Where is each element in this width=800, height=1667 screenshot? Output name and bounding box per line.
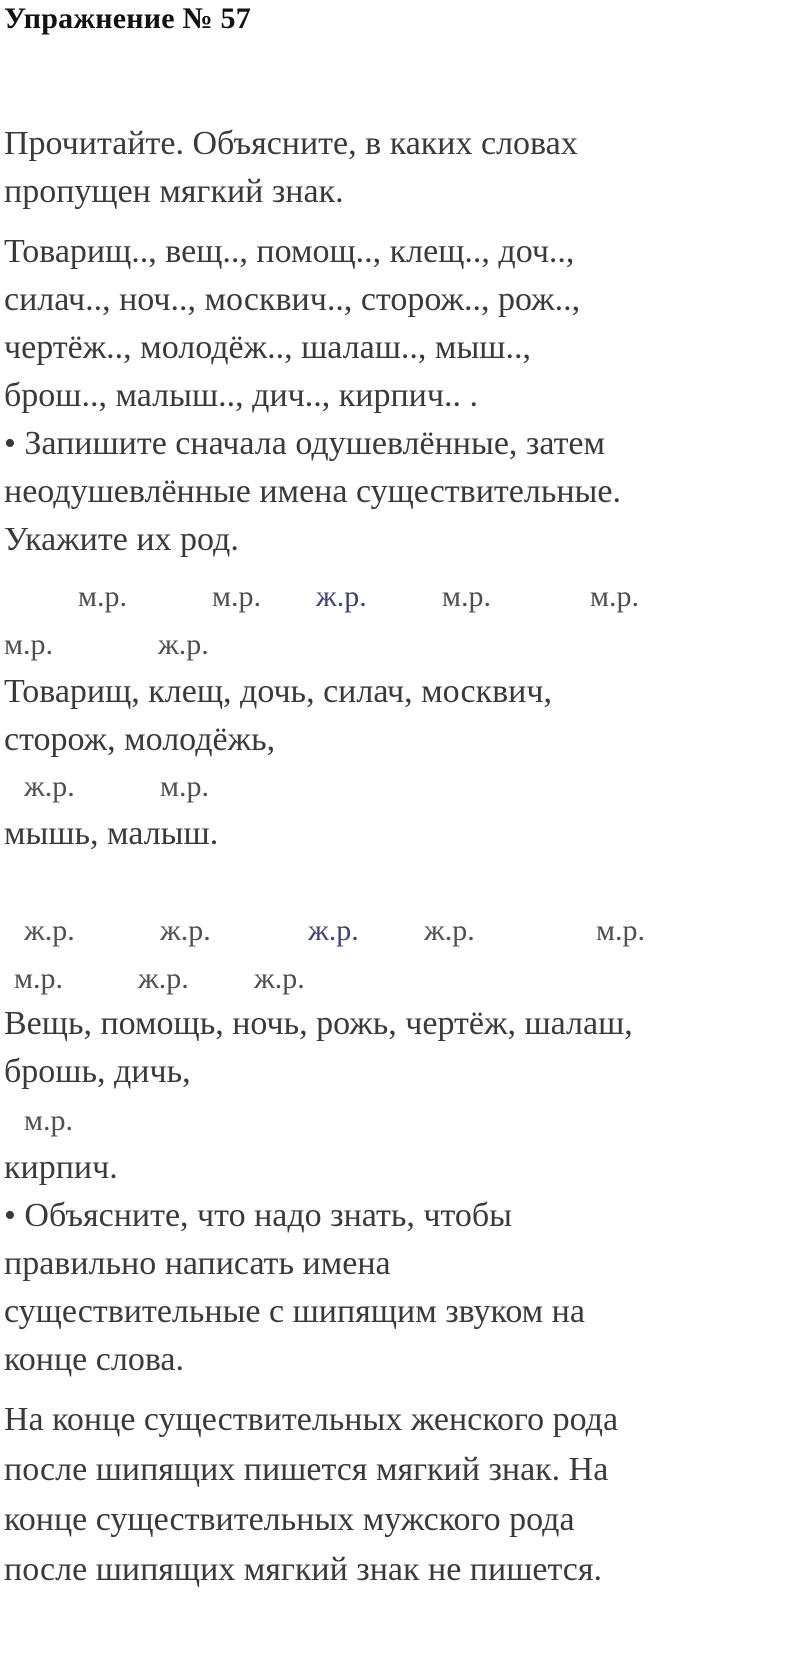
words-line: силач.., ноч.., москвич.., сторож.., рож..,	[4, 281, 581, 318]
task-2-line: • Запишите сначала одушевлённые, затем	[4, 425, 606, 462]
answer-line: после шипящих пишется мягкий знак. На	[4, 1451, 609, 1488]
gender-mark: м.р.	[160, 770, 209, 803]
gender-mark: м.р.	[24, 1104, 73, 1137]
gender-mark: ж.р.	[160, 914, 211, 947]
gender-mark: м.р.	[590, 580, 639, 613]
task-2-line: Укажите их род.	[4, 521, 239, 558]
words-line: Товарищ.., вещ.., помощ.., клещ.., доч..,	[4, 233, 575, 270]
answer-line: после шипящих мягкий знак не пишется.	[4, 1551, 602, 1588]
animate-line: Товарищ, клещ, дочь, силач, москвич,	[4, 673, 552, 710]
task-3-line: конце слова.	[4, 1341, 185, 1378]
task-2-line: неодушевлённые имена существительные.	[4, 473, 621, 510]
words-line: брош.., малыш.., дич.., кирпич.. .	[4, 377, 478, 414]
gender-mark: ж.р.	[316, 580, 367, 613]
inanimate-line: Вещь, помощь, ночь, рожь, чертёж, шалаш,	[4, 1005, 633, 1042]
gender-mark: ж.р.	[254, 962, 305, 995]
gender-mark: ж.р.	[308, 914, 359, 947]
task-1-line: пропущен мягкий знак.	[4, 173, 344, 210]
gender-mark: м.р.	[596, 914, 645, 947]
task-1-line: Прочитайте. Объясните, в каких словах	[4, 125, 578, 162]
gender-mark: м.р.	[212, 580, 261, 613]
answer-line: конце существительных мужского рода	[4, 1501, 575, 1538]
task-3-line: существительные с шипящим звуком на	[4, 1293, 585, 1330]
words-line: чертёж.., молодёж.., шалаш.., мыш..,	[4, 329, 531, 366]
answer-line: На конце существительных женского рода	[4, 1401, 619, 1438]
exercise-title: Упражнение № 57	[4, 2, 251, 35]
task-3-line: правильно написать имена	[4, 1245, 391, 1282]
animate-line: мышь, малыш.	[4, 815, 219, 852]
gender-mark: м.р.	[4, 628, 53, 661]
gender-mark: ж.р.	[158, 628, 209, 661]
gender-mark: м.р.	[78, 580, 127, 613]
gender-mark: м.р.	[14, 962, 63, 995]
gender-mark: ж.р.	[24, 914, 75, 947]
inanimate-line: кирпич.	[4, 1149, 118, 1186]
gender-mark: ж.р.	[138, 962, 189, 995]
gender-mark: ж.р.	[24, 770, 75, 803]
task-3-line: • Объясните, что надо знать, чтобы	[4, 1197, 513, 1234]
inanimate-line: брошь, дичь,	[4, 1053, 191, 1090]
gender-mark: м.р.	[442, 580, 491, 613]
animate-line: сторож, молодёжь,	[4, 721, 276, 758]
gender-mark: ж.р.	[424, 914, 475, 947]
